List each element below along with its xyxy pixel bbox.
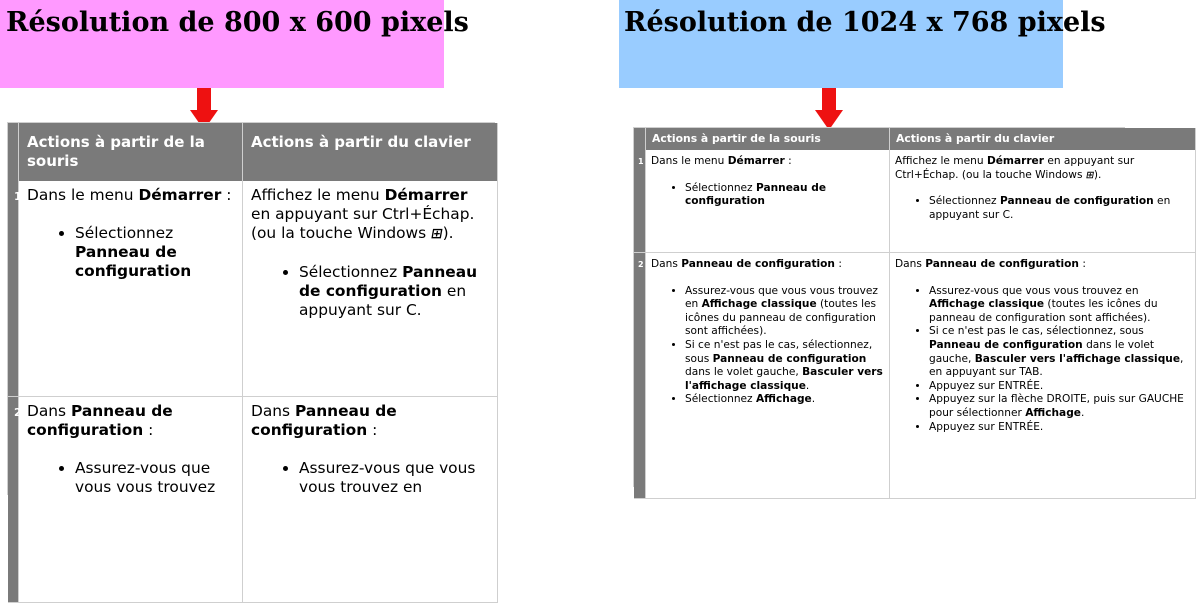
list-item: • Appuyez sur ENTRÉE. bbox=[929, 380, 1191, 394]
actions-table-1024x768 bbox=[633, 127, 1184, 487]
list-item: • Si ce n'est pas le cas, sélectionnez, sous Panneau de configuration dans le volet gauche, Basculer vers l'affichage classique. bbox=[685, 339, 885, 393]
header-mouse-actions: Actions à partir de la souris bbox=[646, 128, 890, 150]
list-item: • Assurez-vous que vous vous trouvez bbox=[75, 459, 235, 497]
banner-1024x768: Résolution de 1024 x 768 pixels bbox=[619, 0, 1063, 88]
mouse-step-cell: Dans le menu Démarrer : • Sélectionnez Panneau de configuration bbox=[646, 150, 890, 253]
header-keyboard-actions: Actions à partir du clavier bbox=[890, 128, 1196, 150]
keyboard-step-cell: Dans Panneau de configuration : • Assurez-vous que vous vous trouvez en Affichage classique (toutes les icônes du panneau de configuration sont affichées). • Si ce n'est pas le cas, sélectionnez, sous Panneau de configuration dans le volet gauche, Basculer vers l'affichage classique, en appuyant sur TAB. • Appuyez sur ENTRÉE. • Appuyez sur la flèche DROITE, puis sur GAUCHE pour sélectionner Affichage. • Appuyez sur ENTRÉE. bbox=[890, 253, 1196, 499]
list-item: • Assurez-vous que vous vous trouvez en Affichage classique (toutes les icônes du panneau de configuration sont affichées). bbox=[929, 285, 1191, 326]
banner-800x600: Résolution de 800 x 600 pixels bbox=[0, 0, 444, 88]
actions-table-800x600 bbox=[7, 122, 495, 495]
list-item: • Sélectionnez Panneau de configuration bbox=[685, 182, 885, 209]
list-item: • Assurez-vous que vous vous trouvez en bbox=[299, 459, 490, 497]
keyboard-step-cell: Affichez le menu Démarrer en appuyant sur Ctrl+Échap. (ou la touche Windows ⊞). • Sélectionnez Panneau de configuration en appuyant sur C. bbox=[243, 181, 498, 397]
mouse-step-cell: Dans le menu Démarrer : • Sélectionnez Panneau de configuration bbox=[19, 181, 243, 397]
list-item: • Assurez-vous que vous vous trouvez en Affichage classique (toutes les icônes du panneau de configuration sont affichées). bbox=[685, 285, 885, 339]
mouse-step-cell: Dans Panneau de configuration : • Assurez-vous que vous vous trouvez bbox=[19, 397, 243, 603]
mouse-step-cell: Dans Panneau de configuration : • Assurez-vous que vous vous trouvez en Affichage classique (toutes les icônes du panneau de configuration sont affichées). • Si ce n'est pas le cas, sélectionnez, sous Panneau de configuration dans le volet gauche, Basculer vers l'affichage classique. • Sélectionnez Affichage. bbox=[646, 253, 890, 499]
row-number-header bbox=[8, 123, 19, 181]
header-keyboard-actions: Actions à partir du clavier bbox=[243, 123, 498, 181]
windows-logo-icon: ⊞ bbox=[429, 226, 445, 242]
row-number: 1 bbox=[8, 181, 19, 397]
list-item: • Appuyez sur ENTRÉE. bbox=[929, 421, 1191, 435]
list-item: • Sélectionnez Panneau de configuration en appuyant sur C. bbox=[929, 195, 1191, 222]
list-item: • Sélectionnez Panneau de configuration en appuyant sur C. bbox=[299, 263, 490, 320]
windows-logo-icon: ⊞ bbox=[1084, 169, 1095, 181]
row-number: 2 bbox=[8, 397, 19, 603]
row-number-header bbox=[634, 128, 646, 150]
list-item: • Sélectionnez Panneau de configuration bbox=[75, 224, 235, 281]
header-mouse-actions: Actions à partir de la souris bbox=[19, 123, 243, 181]
keyboard-step-cell: Affichez le menu Démarrer en appuyant sur Ctrl+Échap. (ou la touche Windows ⊞). • Sélectionnez Panneau de configuration en appuyant sur C. bbox=[890, 150, 1196, 253]
list-item: • Appuyez sur la flèche DROITE, puis sur GAUCHE pour sélectionner Affichage. bbox=[929, 393, 1191, 420]
row-number: 1 bbox=[634, 150, 646, 253]
list-item: • Sélectionnez Affichage. bbox=[685, 393, 885, 407]
list-item: • Si ce n'est pas le cas, sélectionnez, sous Panneau de configuration dans le volet gauche, Basculer vers l'affichage classique, en appuyant sur TAB. bbox=[929, 325, 1191, 379]
keyboard-step-cell: Dans Panneau de configuration : • Assurez-vous que vous vous trouvez en bbox=[243, 397, 498, 603]
row-number: 2 bbox=[634, 253, 646, 499]
